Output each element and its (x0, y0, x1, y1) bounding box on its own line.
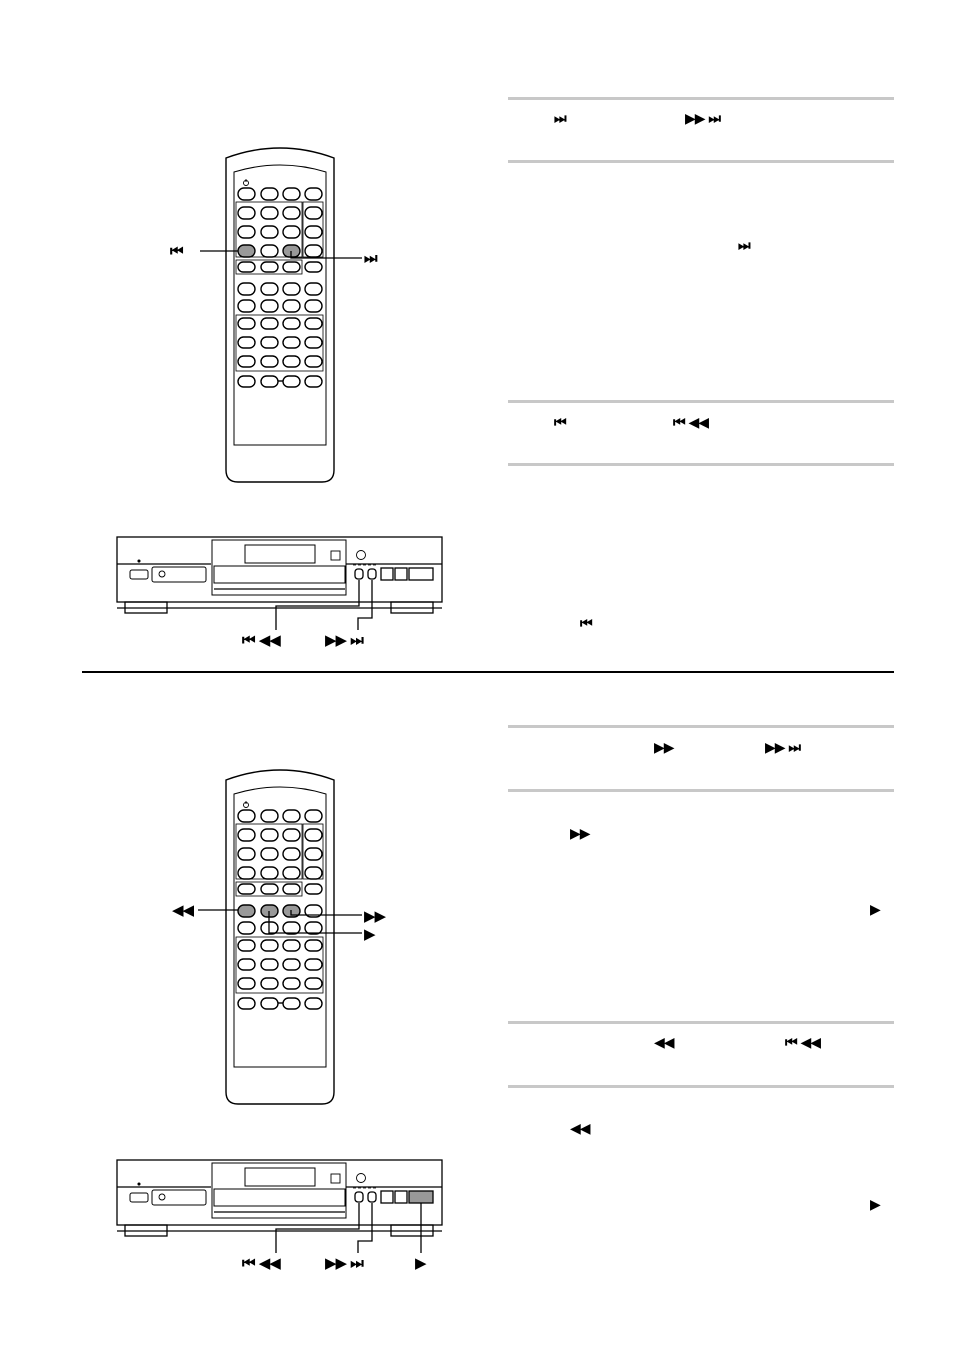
step-heading-button-pair: ▶▶ ⏭ (685, 111, 721, 127)
step-end-symbol: ▶ (870, 902, 880, 918)
search-back-label: ◀◀ (172, 901, 194, 919)
remote-callouts-bottom (198, 910, 362, 933)
step-heading-symbol: ⏭ (554, 111, 566, 127)
step-heading-button-pair: ▶▶ ⏭ (765, 740, 801, 756)
section-divider (82, 671, 894, 673)
step-heading-symbol: ▶▶ (654, 740, 674, 756)
player-play-label: ▶ (415, 1254, 426, 1272)
search-forward-label: ▶▶ (364, 907, 386, 925)
step-body-symbol: ⏮ (580, 616, 592, 632)
player-back-buttons-label: ⏮ ◀◀ (242, 631, 280, 649)
step-rule (508, 160, 894, 163)
player-forward-buttons-label: ▶▶ ⏭ (325, 1254, 363, 1272)
remote-control-top (226, 148, 334, 482)
step-rule (508, 97, 894, 100)
remote-control-bottom (226, 770, 334, 1104)
step-heading-button-pair: ⏮ ◀◀ (673, 415, 709, 431)
step-body-symbol: ⏭ (738, 238, 750, 254)
step-rule (508, 1085, 894, 1088)
step-heading-button-pair: ⏮ ◀◀ (785, 1035, 821, 1051)
player-callouts-top (276, 580, 372, 630)
step-body-symbol: ◀◀ (570, 1121, 590, 1137)
step-heading-symbol: ◀◀ (654, 1035, 674, 1051)
skip-forward-label: ⏭ (364, 249, 377, 267)
play-label: ▶ (364, 925, 375, 943)
step-rule (508, 400, 894, 403)
skip-back-label: ⏮ (170, 242, 183, 260)
step-body-symbol: ▶▶ (570, 826, 590, 842)
player-callouts-bottom (276, 1203, 421, 1253)
step-rule (508, 1021, 894, 1024)
step-heading-symbol: ⏮ (554, 415, 566, 431)
player-back-buttons-label: ⏮ ◀◀ (242, 1254, 280, 1272)
step-rule (508, 725, 894, 728)
player-forward-buttons-label: ▶▶ ⏭ (325, 631, 363, 649)
cd-player-bottom (117, 1160, 442, 1236)
step-rule (508, 789, 894, 792)
cd-player-top (117, 537, 442, 613)
step-rule (508, 463, 894, 466)
step-end-symbol: ▶ (870, 1197, 880, 1213)
